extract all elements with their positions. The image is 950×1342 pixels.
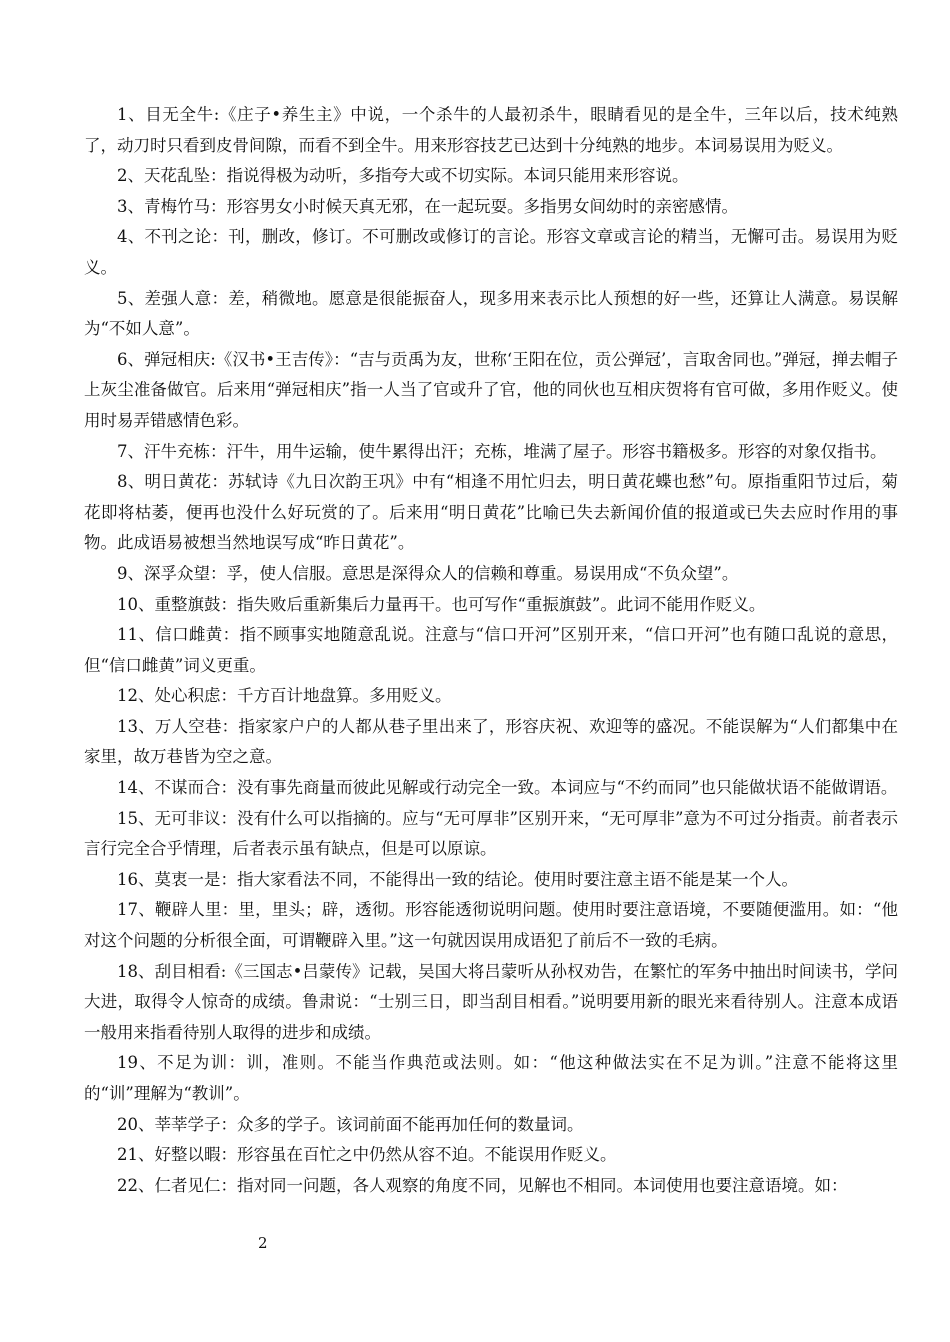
idiom-entry-3: 3、青梅竹马：形容男女小时候天真无邪，在一起玩耍。多指男女间幼时的亲密感情。 (117, 196, 738, 216)
idiom-entry-20: 20、莘莘学子：众多的学子。该词前面不能再加任何的数量词。 (117, 1114, 584, 1134)
idiom-entry-4: 4、不刊之论：刊，删改，修订。不可删改或修订的言论。形容文章或言论的精当，无懈可击。易误用为贬义。 (84, 227, 898, 277)
idiom-entry-8: 8、明日黄花：苏轼诗《九日次韵王巩》中有“相逢不用忙归去，明日黄花蝶也愁”句。原指重阳节过后，菊花即将枯萎，便再也没什么好玩赏的了。后来用“明日黄花”比喻已失去新闻价值的报道或已失去应时作用的事物。此成语易被想当然地误写成“昨日黄花”。 (84, 472, 898, 553)
idiom-entry-15: 15、无可非议：没有什么可以指摘的。应与“无可厚非”区别开来，“无可厚非”意为不可过分指责。前者表示言行完全合乎情理，后者表示虽有缺点，但是可以原谅。 (84, 808, 898, 859)
idiom-entry-14: 14、不谋而合：没有事先商量而彼此见解或行动完全一致。本词应与“不约而同”也只能做状语不能做谓语。 (117, 778, 898, 798)
idiom-entry-11: 11、信口雌黄：指不顾事实地随意乱说。注意与“信口开河”区别开来，“信口开河”也有随口乱说的意思，但“信口雌黄”词义更重。 (84, 625, 898, 675)
idiom-entry-21: 21、好整以暇：形容虽在百忙之中仍然从容不迫。不能误用作贬义。 (117, 1145, 617, 1165)
idiom-entry-16: 16、莫衷一是：指大家看法不同，不能得出一致的结论。使用时要注意主语不能是某一个人。 (117, 869, 798, 889)
document-body (84, 100, 898, 1201)
idiom-entry-13: 13、万人空巷：指家家户户的人都从巷子里出来了，形容庆祝、欢迎等的盛况。不能误解为“人们都集中在家里，故万巷皆为空之意。 (84, 716, 898, 767)
idiom-entry-6: 6、弹冠相庆:《汉书•王吉传》：“吉与贡禹为友，世称‘王阳在位，贡公弹冠’，言取舍同也。”弹冠，掸去帽子上灰尘准备做官。后来用“弹冠相庆”指一人当了官或升了官，他的同伙也互相庆贺将有官可做，多用作贬义。使用时易弄错感情色彩。 (84, 349, 898, 430)
idiom-entry-22: 22、仁者见仁：指对同一问题，各人观察的角度不同，见解也不相同。本词使用也要注意语境。如： (117, 1175, 848, 1195)
idiom-entry-10: 10、重整旗鼓：指失败后重新集后力量再干。也可写作“重振旗鼓”。此词不能用作贬义。 (117, 594, 766, 614)
idiom-entry-5: 5、差强人意：差，稍微地。愿意是很能振奋人，现多用来表示比人预想的好一些，还算让人满意。易误解为“不如人意”。 (84, 288, 898, 339)
idiom-entry-12: 12、处心积虑：千方百计地盘算。多用贬义。 (117, 686, 452, 706)
idiom-entry-2: 2、天花乱坠：指说得极为动听，多指夸大或不切实际。本词只能用来形容说。 (117, 166, 689, 186)
idiom-entry-17: 17、鞭辟人里：里，里头；辟，透彻。形容能透彻说明问题。使用时要注意语境，不要随便滥用。如：“他对这个问题的分析很全面，可谓鞭辟入里。”这一句就因误用成语犯了前后不一致的毛病。 (84, 900, 898, 951)
idiom-entry-7: 7、汗牛充栋：汗牛，用牛运输，使牛累得出汗；充栋，堆满了屋子。形容书籍极多。形容的对象仅指书。 (117, 441, 887, 461)
idiom-entry-9: 9、深孚众望：孚，使人信服。意思是深得众人的信赖和尊重。易误用成“不负众望”。 (117, 563, 739, 583)
page-number: 2 (258, 1234, 268, 1252)
idiom-entry-1: 1、目无全牛:《庄子•养生主》中说，一个杀牛的人最初杀牛，眼睛看见的是全牛，三年以后，技术纯熟了，动刀时只看到皮骨间隙，而看不到全牛。用来形容技艺已达到十分纯熟的地步。本词易误用为贬义。 (84, 105, 898, 155)
idiom-entry-19: 19、不足为训：训，准则。不能当作典范或法则。如：“他这种做法实在不足为训。”注意不能将这里的“训”理解为“教训”。 (84, 1053, 898, 1103)
idiom-entry-18: 18、刮目相看:《三国志•吕蒙传》记载，吴国大将吕蒙听从孙权劝告，在繁忙的军务中抽出时间读书，学问大进，取得令人惊奇的成绩。鲁肃说：“士别三日，即当刮目相看。”说明要用新的眼光来看待别人。注意本成语一般用来指看待别人取得的进步和成绩。 (84, 961, 898, 1042)
